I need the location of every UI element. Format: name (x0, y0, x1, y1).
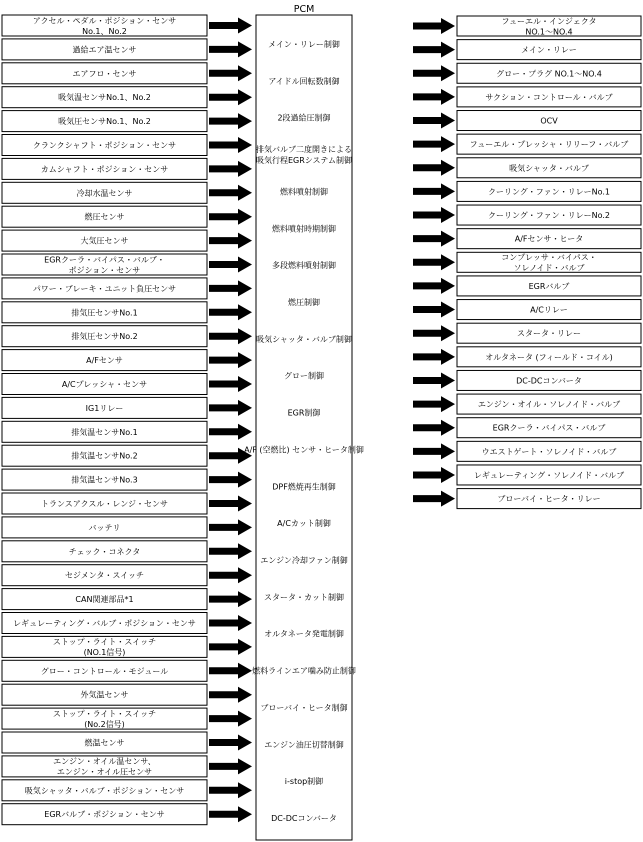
input-box (2, 493, 207, 514)
pcm-control-item: オルタネータ発電制御 (264, 629, 344, 639)
output-box (457, 418, 641, 438)
input-box (2, 732, 207, 753)
output-arrow (413, 372, 455, 388)
pcm-control-item: エンジン冷却ファン制御 (260, 556, 348, 565)
input-box (2, 63, 207, 84)
input-arrow (209, 113, 252, 129)
input-arrow (209, 65, 252, 81)
box-label-line: オルタネータ (フィールド・コイル) (485, 352, 613, 362)
box-label-line: EGRクーラ・バイパス・バルブ (492, 423, 606, 433)
output-box (457, 134, 641, 154)
box-label-line: EGRバルブ (528, 281, 570, 291)
output-box (457, 394, 641, 414)
output-arrow (413, 231, 455, 247)
pcm-control-item: 燃料噴射制御 (280, 187, 328, 197)
input-arrow (209, 472, 252, 488)
pcm-control-item: A/Cカット制御 (277, 519, 331, 529)
output-box (457, 489, 641, 509)
box-label-line: EGRクーラ・バイパス・バルブ・ (44, 255, 165, 265)
box-label-line: CAN関連部品*1 (75, 595, 134, 605)
box-label-line: (No.2信号) (84, 719, 125, 729)
output-arrow (413, 160, 455, 176)
output-arrow (413, 302, 455, 318)
box-label-line: トランスアクスル・レンジ・センサ (40, 499, 169, 509)
input-arrow (209, 543, 252, 559)
input-arrow (209, 257, 252, 273)
output-box (457, 441, 641, 461)
input-arrow (209, 304, 252, 320)
output-box (457, 252, 641, 272)
output-box (457, 16, 641, 36)
output-box (457, 276, 641, 296)
pcm-control-item: 多段燃料噴射制御 (272, 261, 336, 271)
output-box (457, 158, 641, 178)
box-label-line: クランクシャフト・ポジション・センサ (32, 141, 177, 150)
input-list (2, 15, 252, 825)
box-label-line: OCV (540, 116, 558, 126)
input-box (2, 15, 207, 36)
box-label-line: エンジン・オイル・ソレノイド・バルブ (477, 400, 621, 410)
input-box (2, 39, 207, 60)
output-arrow (413, 89, 455, 105)
output-arrow (413, 467, 455, 483)
output-arrow (413, 349, 455, 365)
box-label-line: A/Fセンサ (86, 356, 123, 366)
box-label-line: A/Cプレッシャ・センサ (61, 380, 148, 389)
output-box (457, 347, 641, 367)
input-box (2, 87, 207, 108)
box-label-line: クーリング・ファン・リレーNo.2 (487, 211, 611, 221)
input-box (2, 756, 207, 777)
box-label-line: メイン・リレー (521, 45, 577, 55)
input-box (2, 135, 207, 156)
output-box (457, 229, 641, 249)
output-arrow (413, 278, 455, 294)
pcm-control-item: ブローバイ・ヒータ制御 (260, 703, 348, 713)
input-arrow (209, 735, 252, 751)
input-arrow (209, 639, 252, 655)
input-box (2, 636, 207, 657)
box-label-line: 排気温センサNo.1 (71, 427, 138, 437)
input-arrow (209, 400, 252, 416)
input-box (2, 780, 207, 801)
output-arrow (413, 325, 455, 341)
output-arrow (413, 254, 455, 270)
input-box (2, 182, 207, 203)
pcm-block (244, 4, 364, 840)
box-label-line: 過給エア温センサ (72, 45, 137, 55)
pcm-control-item: 排気バルブ二度開きによる (256, 145, 352, 155)
input-box (2, 708, 207, 729)
box-label-line: レギュレーティング・バルブ・ポジション・センサ (13, 619, 196, 628)
output-arrow (413, 42, 455, 58)
pcm-control-item: 吸気行程EGRシステム制御 (255, 156, 353, 166)
input-box (2, 660, 207, 681)
pcm-control-item: アイドル回転数制御 (268, 76, 340, 86)
box-label-line: ストップ・ライト・スイッチ (52, 709, 157, 719)
box-label-line: エンジン・オイル圧センサ (56, 767, 153, 777)
input-box (2, 445, 207, 466)
input-box (2, 517, 207, 538)
box-label-line: 外気温センサ (80, 690, 129, 700)
box-label-line: 吸気シャッタ・バルブ (509, 163, 589, 173)
box-label-line: 吸気圧センサNo.1、No.2 (58, 117, 151, 127)
box-label-line: DC-DCコンバータ (516, 376, 582, 386)
output-arrow (413, 491, 455, 507)
box-label-line: ストップ・ライト・スイッチ (52, 637, 157, 647)
output-list (413, 16, 641, 509)
box-label-line: 排気圧センサNo.1 (71, 308, 138, 318)
pcm-control-item: メイン・リレー制御 (268, 40, 340, 49)
input-arrow (209, 663, 252, 679)
input-arrow (209, 687, 252, 703)
input-arrow (209, 376, 252, 392)
box-label-line: ソレノイド・バルブ (513, 263, 585, 273)
input-arrow (209, 591, 252, 607)
input-arrow (209, 18, 252, 34)
output-arrow (413, 136, 455, 152)
input-arrow (209, 424, 252, 440)
box-label-line: エンジン・オイル温センサ、 (53, 757, 156, 767)
pcm-control-item: 吸気シャッタ・バルブ制御 (256, 334, 352, 344)
box-label-line: コンプレッサ・バイパス・ (501, 253, 597, 263)
output-box (457, 181, 641, 201)
input-box (2, 397, 207, 418)
input-box (2, 206, 207, 227)
box-label-line: (NO.1信号) (83, 648, 126, 658)
input-arrow (209, 496, 252, 512)
input-box (2, 421, 207, 442)
pcm-control-item: スタータ・カット制御 (264, 592, 344, 602)
output-box (457, 465, 641, 485)
input-box (2, 158, 207, 179)
pcm-control-item: 燃圧制御 (288, 298, 320, 307)
pcm-control-item: エンジン油圧切替制御 (264, 740, 344, 750)
box-label-line: パワー・ブレーキ・ユニット負圧センサ (32, 284, 177, 294)
output-box (457, 370, 641, 390)
pcm-control-item: i-stop制御 (284, 777, 324, 787)
pcm-box (256, 15, 352, 840)
input-box (2, 326, 207, 347)
output-box (457, 63, 641, 83)
box-label-line: チェック・コネクタ (68, 547, 141, 557)
box-label-line: バッテリ (88, 523, 121, 533)
input-box (2, 613, 207, 634)
box-label-line: NO.1～NO.4 (525, 27, 573, 37)
input-arrow (209, 519, 252, 535)
box-label-line: 吸気シャッタ・バルブ・ポジション・センサ (24, 786, 185, 796)
box-label-line: 大気圧センサ (80, 236, 129, 246)
pcm-control-item: 燃料ラインエア噛み防止制御 (252, 666, 356, 676)
box-label-line: ブローバイ・ヒータ・リレー (497, 494, 601, 504)
box-label-line: 燃圧センサ (84, 212, 125, 222)
pcm-control-item: DPF燃焼再生制御 (272, 482, 336, 492)
input-arrow (209, 89, 252, 105)
input-box (2, 684, 207, 705)
input-box (2, 541, 207, 562)
box-label-line: ポジション・センサ (68, 265, 141, 275)
box-label-line: グロー・プラグ NO.1～NO.4 (496, 69, 602, 79)
input-arrow (209, 567, 252, 583)
input-arrow (209, 352, 252, 368)
box-label-line: 排気圧センサNo.2 (71, 332, 138, 342)
output-box (457, 111, 641, 131)
output-box (457, 205, 641, 225)
input-arrow (209, 782, 252, 798)
box-label-line: IG1リレー (85, 403, 124, 413)
box-label-line: カムシャフト・ポジション・センサ (40, 164, 169, 174)
input-box (2, 374, 207, 395)
input-arrow (209, 185, 252, 201)
box-label-line: 冷却水温センサ (76, 188, 133, 198)
output-arrow (413, 207, 455, 223)
output-arrow (413, 420, 455, 436)
box-label-line: 燃温センサ (84, 738, 125, 748)
input-box (2, 111, 207, 132)
output-box (457, 87, 641, 107)
box-label-line: フューエル・プレッシャ・リリーフ・バルブ (469, 140, 629, 150)
output-arrow (413, 18, 455, 34)
output-arrow (413, 183, 455, 199)
input-arrow (209, 209, 252, 225)
input-box (2, 589, 207, 610)
input-box (2, 565, 207, 586)
input-arrow (209, 137, 252, 153)
pcm-title: PCM (293, 4, 315, 15)
input-box (2, 804, 207, 825)
box-label-line: 排気温センサNo.3 (71, 475, 138, 485)
box-label-line: A/Cリレー (530, 305, 568, 315)
box-label-line: フューエル・インジェクタ (501, 16, 597, 26)
pcm-control-item: 燃料噴射時期制御 (272, 224, 336, 234)
output-box (457, 300, 641, 320)
pcm-control-item: 2段過給圧制御 (277, 113, 331, 123)
input-arrow (209, 280, 252, 296)
input-arrow (209, 615, 252, 631)
box-label-line: クーリング・ファン・リレーNo.1 (487, 187, 611, 197)
pcm-control-item: A/F (空燃比) センサ・ヒータ制御 (244, 445, 364, 455)
input-box (2, 254, 207, 275)
box-label-line: サクション・コントロール・バルブ (485, 92, 613, 102)
box-label-line: アクセル・ペダル・ポジション・センサ (32, 16, 177, 26)
pcm-control-item: グロー制御 (284, 371, 324, 381)
input-box (2, 469, 207, 490)
input-arrow (209, 328, 252, 344)
output-arrow (413, 443, 455, 459)
output-arrow (413, 113, 455, 129)
box-label-line: EGRバルブ・ポジション・センサ (44, 810, 165, 820)
output-box (457, 323, 641, 343)
input-box (2, 230, 207, 251)
box-label-line: レギュレーティング・ソレノイド・バルブ (473, 470, 625, 480)
output-arrow (413, 65, 455, 81)
box-label-line: エアフロ・センサ (72, 69, 137, 79)
output-arrow (413, 396, 455, 412)
box-label-line: ウエストゲート・ソレノイド・バルブ (481, 447, 617, 457)
input-arrow (209, 233, 252, 249)
input-box (2, 350, 207, 371)
box-label-line: 排気温センサNo.2 (71, 451, 138, 461)
box-label-line: 吸気温センサNo.1、No.2 (58, 93, 151, 103)
pcm-control-item: DC-DCコンバータ (271, 814, 337, 823)
box-label-line: スタータ・リレー (517, 329, 581, 339)
input-arrow (209, 41, 252, 57)
input-box (2, 278, 207, 299)
box-label-line: A/Fセンサ・ヒータ (514, 234, 584, 244)
box-label-line: セジメンタ・スイッチ (64, 571, 145, 581)
input-arrow (209, 161, 252, 177)
pcm-control-item: EGR制御 (287, 408, 321, 418)
input-arrow (209, 806, 252, 822)
box-label-line: グロー・コントロール・モジュール (40, 666, 169, 676)
input-arrow (209, 758, 252, 774)
output-box (457, 40, 641, 60)
input-box (2, 302, 207, 323)
box-label-line: No.1、No.2 (82, 26, 127, 36)
input-arrow (209, 711, 252, 727)
